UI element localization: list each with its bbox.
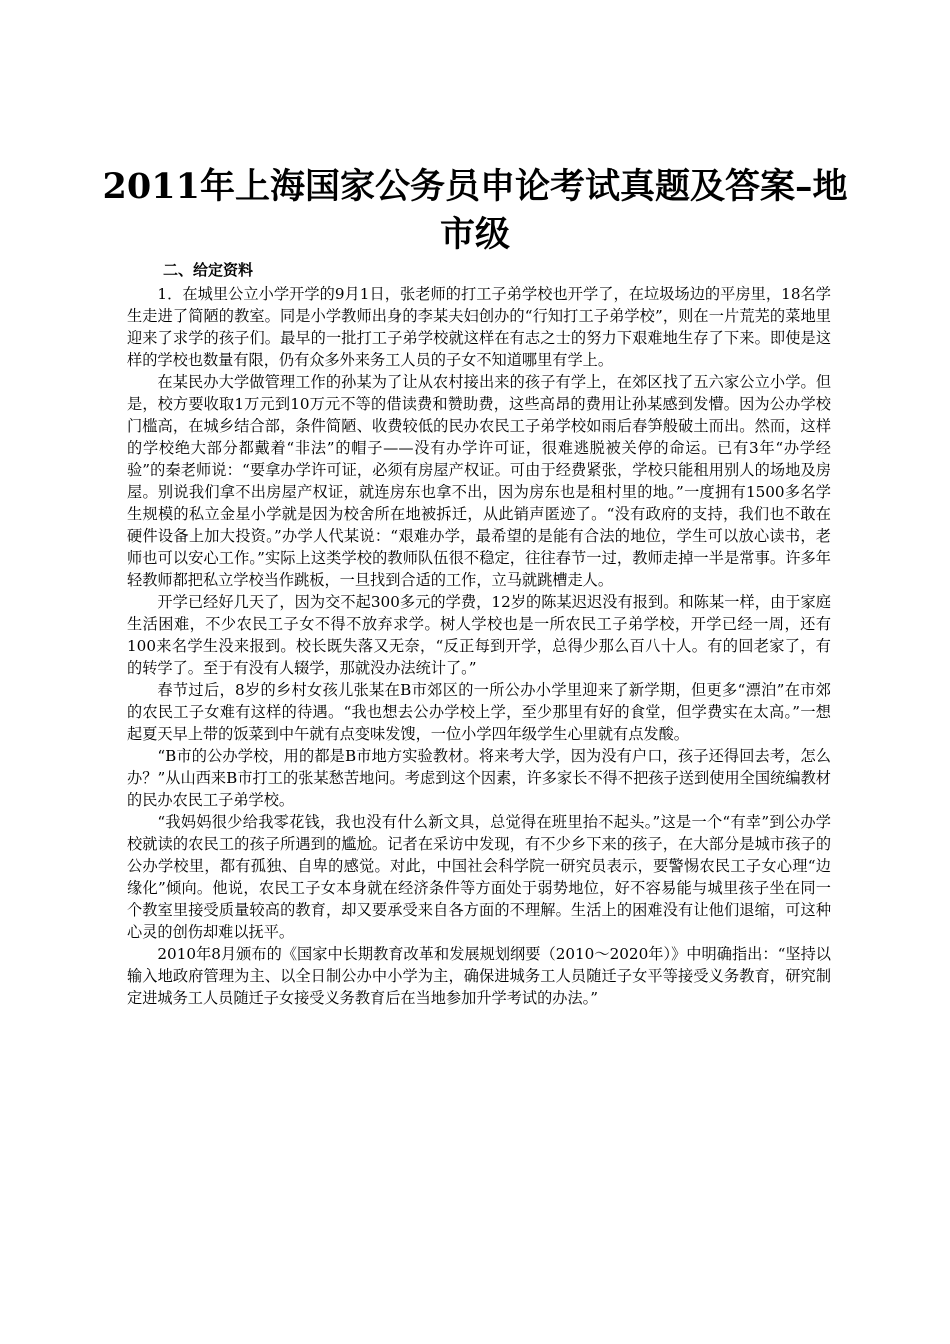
document-body (127, 283, 831, 1009)
paragraph: “B市的公办学校，用的都是B市地方实验教材。将来考大学，因为没有户口，孩子还得回去考，怎么办？”从山西来B市打工的张某愁苦地问。考虑到这个因素，许多家长不得不把孩子送到使用全国统编教材的民办农民工子弟学校。 (127, 747, 831, 809)
paragraph: 1．在城里公立小学开学的9月1日，张老师的打工子弟学校也开学了，在垃圾场边的平房里，18名学生走进了简陋的教室。同是小学教师出身的李某夫妇创办的“行知打工子弟学校”，则在一片荒芜的菜地里迎来了求学的孩子们。最早的一批打工子弟学校就这样在有志之士的努力下艰难地生存了下来。即使是这样的学校也数量有限，仍有众多外来务工人员的子女不知道哪里有学上。 (127, 285, 831, 369)
paragraph: “我妈妈很少给我零花钱，我也没有什么新文具，总觉得在班里抬不起头。”这是一个“有幸”到公办学校就读的农民工的孩子所遇到的尴尬。记者在采访中发现，有不少乡下来的孩子，在大部分是城市孩子的公办学校里，都有孤独、自卑的感觉。对此，中国社会科学院一研究员表示，要警惕农民工子女心理“边缘化”倾向。他说，农民工子女本身就在经济条件等方面处于弱势地位，好不容易能与城里孩子坐在同一个教室里接受质量较高的教育，却又要承受来自各方面的不理解。生活上的困难没有让他们退缩，可这种心灵的创伤却难以抚平。 (127, 813, 831, 941)
document-title: 2011年上海国家公务员申论考试真题及答案–地市级 (102, 166, 848, 255)
paragraph: 在某民办大学做管理工作的孙某为了让从农村接出来的孩子有学上，在郊区找了五六家公立小学。但是，校方要收取1万元到10万元不等的借读费和赞助费，这些高昂的费用让孙某感到发懵。因为公办学校门槛高，在城乡结合部，条件简陋、收费较低的民办农民工子弟学校如雨后春笋般破土而出。然而，这样的学校绝大部分都戴着“非法”的帽子——没有办学许可证，很难逃脱被关停的命运。已有3年“办学经验”的秦老师说：“要拿办学许可证，必须有房屋产权证。可由于经费紧张，学校只能租用别人的场地及房屋。别说我们拿不出房屋产权证，就连房东也拿不出，因为房东也是租村里的地。”一度拥有1500多名学生规模的私立金星小学就是因为校舍所在地被拆迁，从此销声匿迹了。“没有政府的支持，我们也不敢在硬件设备上加大投资。”办学人代某说：“艰难办学，最希望的是能有合法的地位，学生可以放心读书，老师也可以安心工作。”实际上这类学校的教师队伍很不稳定，往往春节一过，教师走掉一半是常事。许多年轻教师都把私立学校当作跳板，一旦找到合适的工作，立马就跳槽走人。 (127, 373, 831, 589)
paragraph: 开学已经好几天了，因为交不起300多元的学费，12岁的陈某迟迟没有报到。和陈某一样，由于家庭生活困难，不少农民工子女不得不放弃求学。树人学校也是一所农民工子弟学校，开学已经一周，还有100来名学生没来报到。校长既失落又无奈，“反正每到开学，总得少那么百八十人。有的回老家了，有的转学了。至于有没有人辍学，那就没办法统计了。” (127, 593, 831, 677)
paragraph: 春节过后，8岁的乡村女孩儿张某在B市郊区的一所公办小学里迎来了新学期，但更多“漂泊”在市郊的农民工子女难有这样的待遇。“我也想去公办学校上学，至少那里有好的食堂，但学费实在太高。”一想起夏天早上带的饭菜到中午就有点变味发馊，一位小学四年级学生心里就有点发酸。 (127, 681, 831, 743)
paragraph: 2010年8月颁布的《国家中长期教育改革和发展规划纲要（2010～2020年）》中明确指出：“坚持以输入地政府管理为主、以全日制公办中小学为主，确保进城务工人员随迁子女平等接受义务教育，研究制定进城务工人员随迁子女接受义务教育后在当地参加升学考试的办法。” (127, 945, 831, 1007)
section-heading: 二、给定资料 (163, 261, 254, 279)
